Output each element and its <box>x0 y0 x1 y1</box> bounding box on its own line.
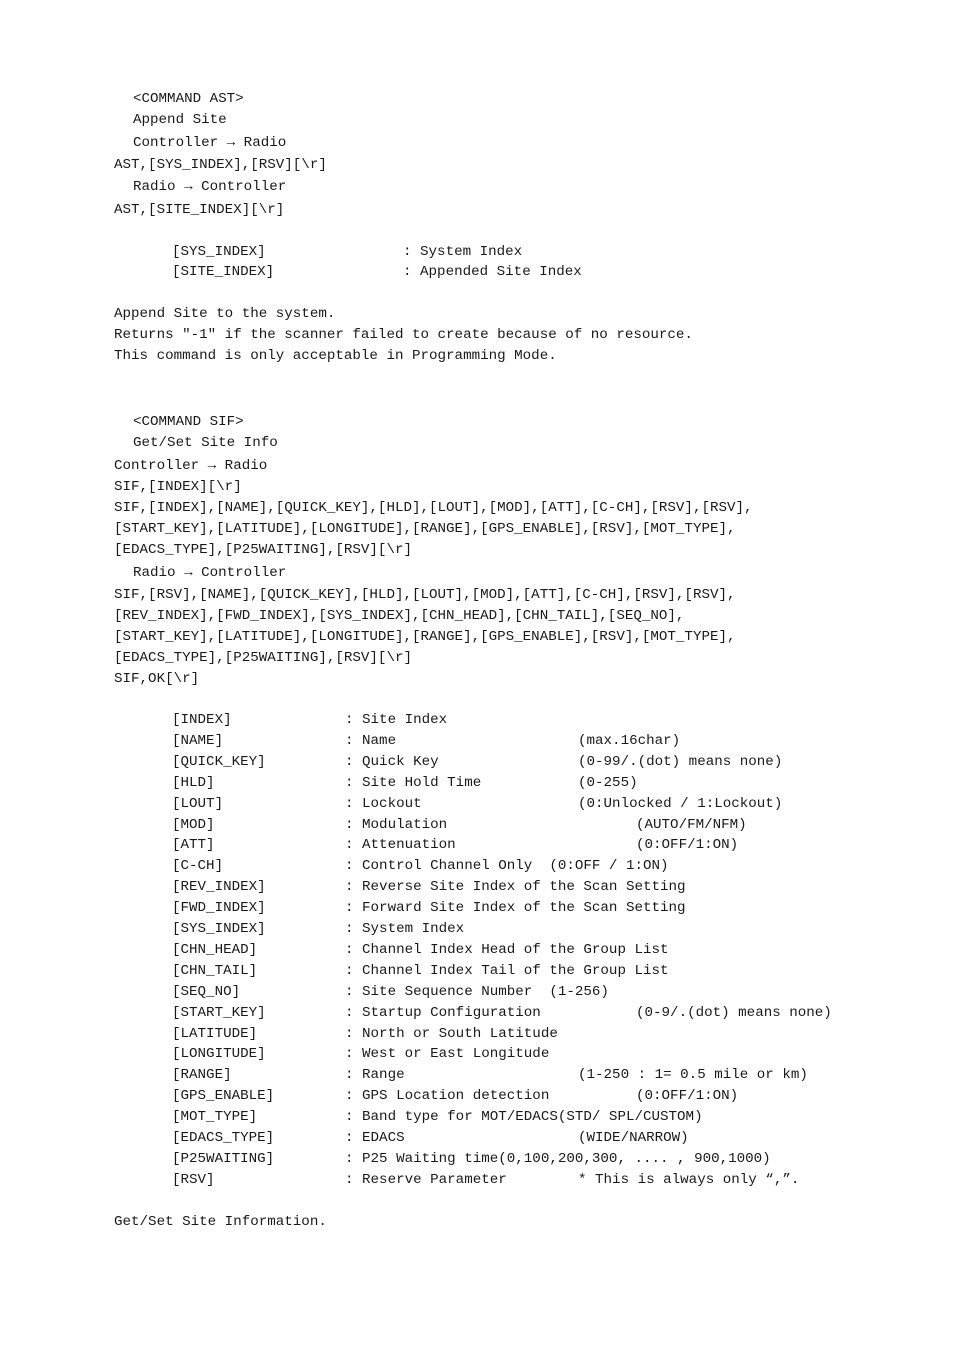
sif-param-value: (0:Unlocked / 1:Lockout) <box>578 796 783 812</box>
sif-param-desc: : Reserve Parameter <box>345 1172 507 1188</box>
sif-param-name: [INDEX] <box>172 712 232 728</box>
sif-param-value: (max.16char) <box>578 733 681 749</box>
ast-ctrl-to-radio-label: Controller → Radio <box>133 135 287 151</box>
sif-param-desc: : Channel Index Head of the Group List <box>345 942 669 958</box>
sif-radio-command: [START_KEY],[LATITUDE],[LONGITUDE],[RANGE],[GPS_ENABLE],[RSV],[MOT_TYPE], <box>114 629 736 645</box>
ast-command-title: Append Site <box>133 112 227 128</box>
sif-param-name: [HLD] <box>172 775 215 791</box>
sif-param-value: (0-255) <box>578 775 638 791</box>
ast-param-name: [SITE_INDEX] <box>172 264 275 280</box>
ast-radio-command: AST,[SITE_INDEX][\r] <box>114 202 285 218</box>
sif-param-value: (0-99/.(dot) means none) <box>578 754 783 770</box>
sif-param-value: * This is always only “,”. <box>578 1172 800 1188</box>
sif-radio-command: [REV_INDEX],[FWD_INDEX],[SYS_INDEX],[CHN_HEAD],[CHN_TAIL],[SEQ_NO], <box>114 608 685 624</box>
sif-param-name: [MOD] <box>172 817 215 833</box>
ast-note: Returns "-1" if the scanner failed to create because of no resource. <box>114 327 693 343</box>
sif-param-desc: : Channel Index Tail of the Group List <box>345 963 669 979</box>
sif-ctrl-command: SIF,[INDEX],[NAME],[QUICK_KEY],[HLD],[LOUT],[MOD],[ATT],[C-CH],[RSV],[RSV], <box>114 500 753 516</box>
ast-note: Append Site to the system. <box>114 306 336 322</box>
sif-param-desc: : System Index <box>345 921 465 937</box>
sif-param-name: [REV_INDEX] <box>172 879 266 895</box>
sif-param-name: [START_KEY] <box>172 1005 266 1021</box>
sif-param-value: (1-250 : 1= 0.5 mile or km) <box>578 1067 808 1083</box>
sif-param-desc: : Forward Site Index of the Scan Setting <box>345 900 686 916</box>
sif-param-desc: : Startup Configuration <box>345 1005 541 1021</box>
sif-param-name: [P25WAITING] <box>172 1151 275 1167</box>
sif-param-name: [FWD_INDEX] <box>172 900 266 916</box>
sif-param-value: (0-9/.(dot) means none) <box>636 1005 832 1021</box>
sif-param-desc: : Reverse Site Index of the Scan Setting <box>345 879 686 895</box>
sif-param-name: [LOUT] <box>172 796 224 812</box>
sif-param-name: [CHN_TAIL] <box>172 963 258 979</box>
sif-param-name: [LONGITUDE] <box>172 1046 266 1062</box>
sif-param-name: [GPS_ENABLE] <box>172 1088 275 1104</box>
sif-param-name: [C-CH] <box>172 858 224 874</box>
sif-param-desc: : Site Index <box>345 712 448 728</box>
sif-param-desc: : West or East Longitude <box>345 1046 550 1062</box>
sif-param-desc: : Quick Key <box>345 754 439 770</box>
sif-param-name: [SEQ_NO] <box>172 984 241 1000</box>
sif-param-desc: : Range <box>345 1067 405 1083</box>
sif-param-desc: : P25 Waiting time(0,100,200,300, .... , 900,1000) <box>345 1151 771 1167</box>
sif-param-desc: : Site Hold Time <box>345 775 482 791</box>
sif-param-desc: : Control Channel Only (0:OFF / 1:ON) <box>345 858 669 874</box>
sif-param-value: (AUTO/FM/NFM) <box>636 817 747 833</box>
sif-param-value: (0:OFF/1:ON) <box>636 1088 739 1104</box>
sif-param-name: [ATT] <box>172 837 215 853</box>
sif-radio-to-ctrl-label: Radio → Controller <box>133 565 287 581</box>
sif-param-name: [NAME] <box>172 733 224 749</box>
sif-radio-command: SIF,OK[\r] <box>114 671 200 687</box>
sif-param-desc: : North or South Latitude <box>345 1026 558 1042</box>
sif-param-value: (WIDE/NARROW) <box>578 1130 689 1146</box>
sif-command-header: <COMMAND SIF> <box>133 414 244 430</box>
sif-param-value: (0:OFF/1:ON) <box>636 837 739 853</box>
sif-ctrl-command: [START_KEY],[LATITUDE],[LONGITUDE],[RANGE],[GPS_ENABLE],[RSV],[MOT_TYPE], <box>114 521 736 537</box>
sif-radio-command: SIF,[RSV],[NAME],[QUICK_KEY],[HLD],[LOUT],[MOD],[ATT],[C-CH],[RSV],[RSV], <box>114 587 736 603</box>
sif-note: Get/Set Site Information. <box>114 1214 327 1230</box>
sif-param-name: [RANGE] <box>172 1067 232 1083</box>
sif-param-desc: : Modulation <box>345 817 448 833</box>
sif-param-desc: : Lockout <box>345 796 422 812</box>
sif-param-desc: : Band type for MOT/EDACS(STD/ SPL/CUSTOM) <box>345 1109 703 1125</box>
ast-note: This command is only acceptable in Programming Mode. <box>114 348 557 364</box>
ast-radio-to-ctrl-label: Radio → Controller <box>133 179 287 195</box>
sif-param-desc: : Attenuation <box>345 837 456 853</box>
sif-param-name: [LATITUDE] <box>172 1026 258 1042</box>
sif-param-name: [SYS_INDEX] <box>172 921 266 937</box>
ast-command-header: <COMMAND AST> <box>133 91 244 107</box>
sif-param-name: [QUICK_KEY] <box>172 754 266 770</box>
sif-param-desc: : Site Sequence Number (1-256) <box>345 984 609 1000</box>
sif-param-name: [CHN_HEAD] <box>172 942 258 958</box>
ast-param-desc: : Appended Site Index <box>403 264 582 280</box>
sif-param-desc: : GPS Location detection <box>345 1088 550 1104</box>
sif-ctrl-command: SIF,[INDEX][\r] <box>114 479 242 495</box>
ast-param-desc: : System Index <box>403 244 523 260</box>
sif-radio-command: [EDACS_TYPE],[P25WAITING],[RSV][\r] <box>114 650 412 666</box>
sif-param-name: [RSV] <box>172 1172 215 1188</box>
sif-param-name: [MOT_TYPE] <box>172 1109 258 1125</box>
sif-param-desc: : EDACS <box>345 1130 405 1146</box>
sif-param-name: [EDACS_TYPE] <box>172 1130 275 1146</box>
ast-ctrl-command: AST,[SYS_INDEX],[RSV][\r] <box>114 157 327 173</box>
sif-ctrl-to-radio-label: Controller → Radio <box>114 458 268 474</box>
sif-param-desc: : Name <box>345 733 397 749</box>
ast-param-name: [SYS_INDEX] <box>172 244 266 260</box>
sif-command-title: Get/Set Site Info <box>133 435 278 451</box>
sif-ctrl-command: [EDACS_TYPE],[P25WAITING],[RSV][\r] <box>114 542 412 558</box>
